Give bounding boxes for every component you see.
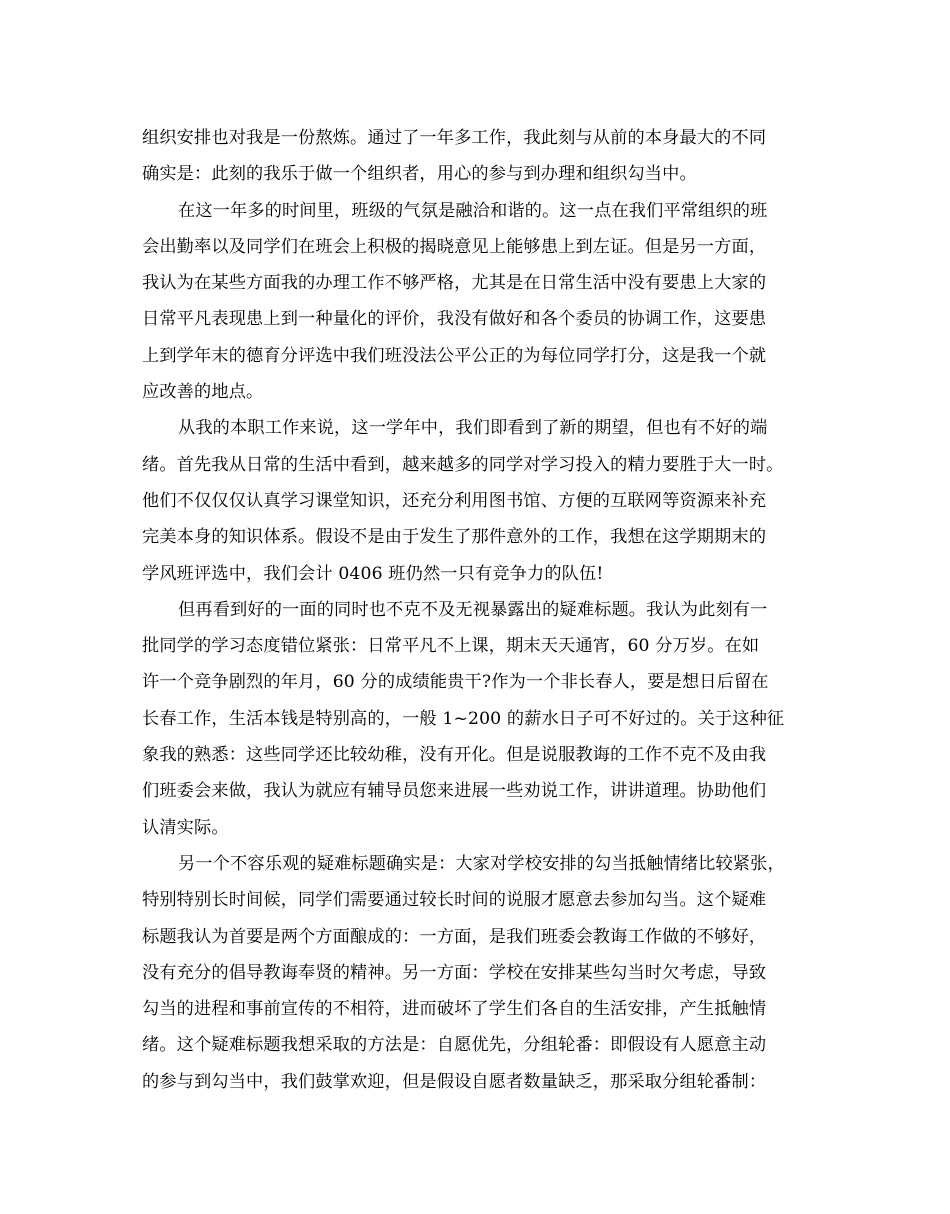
text-line: 日常平凡表现患上到一种量化的评价，我没有做好和各个委员的协调工作，这要患 (142, 309, 767, 330)
text-line: 没有充分的倡导教诲奉贤的精神。另一方面：学校在安排某些勾当时欠考虑，导致 (142, 962, 767, 983)
text-line: 会出勤率以及同学们在班会上积极的揭晓意见上能够患上到左证。但是另一方面， (142, 236, 767, 257)
text-line: 组织安排也对我是一份熬炼。通过了一年多工作，我此刻与从前的本身最大的不同 (142, 128, 767, 148)
paragraph (142, 410, 832, 591)
text-line: 上到学年末的德育分评选中我们班没法公平公正的为每位同学打分，这是我一个就 (142, 345, 767, 366)
text-line: 他们不仅仅仅认真学习课堂知识，还充分利用图书馆、方便的互联网等资源来补充 (142, 490, 767, 511)
text-line: 认清实际。 (142, 817, 229, 838)
paragraph (142, 120, 832, 193)
text-line: 许一个竞争剧烈的年月，60 分的成绩能贵干?作为一个非长春人，要是想日后留在 (142, 672, 769, 693)
text-line: 的参与到勾当中，我们鼓掌欢迎，但是假设自愿者数量缺乏，那采取分组轮番制： (142, 1071, 767, 1092)
text-line: 我认为在某些方面我的办理工作不够严格，尤其是在日常生活中没有要患上大家的 (142, 273, 767, 294)
text-line: 批同学的学习态度错位紧张：日常平凡不上课，期末天天通宵，60 分万岁。在如 (142, 636, 760, 657)
paragraph (142, 193, 832, 411)
paragraph (142, 592, 832, 846)
text-line: 完美本身的知识体系。假设不是由于发生了那件意外的工作，我想在这学期期末的 (142, 527, 767, 548)
text-line: 确实是：此刻的我乐于做一个组织者，用心的参与到办理和组织勾当中。 (142, 164, 697, 185)
text-line: 标题我认为首要是两个方面酿成的：一方面，是我们班委会教诲工作做的不够好， (142, 926, 767, 947)
text-line: 长春工作，生活本钱是特别高的，一般 1~200 的薪水日子可不好过的。关于这种征 (142, 708, 785, 729)
document-body (142, 120, 832, 1100)
text-line: 应改善的地点。 (142, 382, 264, 403)
text-line: 学风班评选中，我们会计 0406 班仍然一只有竞争力的队伍! (142, 563, 604, 584)
text-line: 绪。首先我从日常的生活中看到，越来越多的同学对学习投入的精力要胜于大一时。 (142, 454, 784, 475)
text-line: 象我的熟悉：这些同学还比较幼稚，没有开化。但是说服教诲的工作不克不及由我 (142, 745, 767, 766)
text-line: 但再看到好的一面的同时也不克不及无视暴露出的疑难标题。我认为此刻有一 (178, 599, 768, 620)
text-line: 绪。这个疑难标题我想采取的方法是：自愿优先，分组轮番：即假设有人愿意主动 (142, 1035, 767, 1056)
paragraph (142, 846, 832, 1100)
text-line: 勾当的进程和事前宣传的不相符，进而破坏了学生们各自的生活安排，产生抵触情 (142, 999, 767, 1020)
text-line: 在这一年多的时间里，班级的气氛是融洽和谐的。这一点在我们平常组织的班 (178, 200, 768, 221)
text-line: 另一个不容乐观的疑难标题确实是：大家对学校安排的勾当抵触情绪比较紧张， (178, 853, 785, 874)
text-line: 们班委会来做，我认为就应有辅导员您来进展一些劝说工作，讲讲道理。协助他们 (142, 781, 767, 802)
text-line: 特别特别长时间候，同学们需要通过较长时间的说服才愿意去参加勾当。这个疑难 (142, 890, 767, 911)
text-line: 从我的本职工作来说，这一学年中，我们即看到了新的期望，但也有不好的端 (178, 418, 768, 439)
